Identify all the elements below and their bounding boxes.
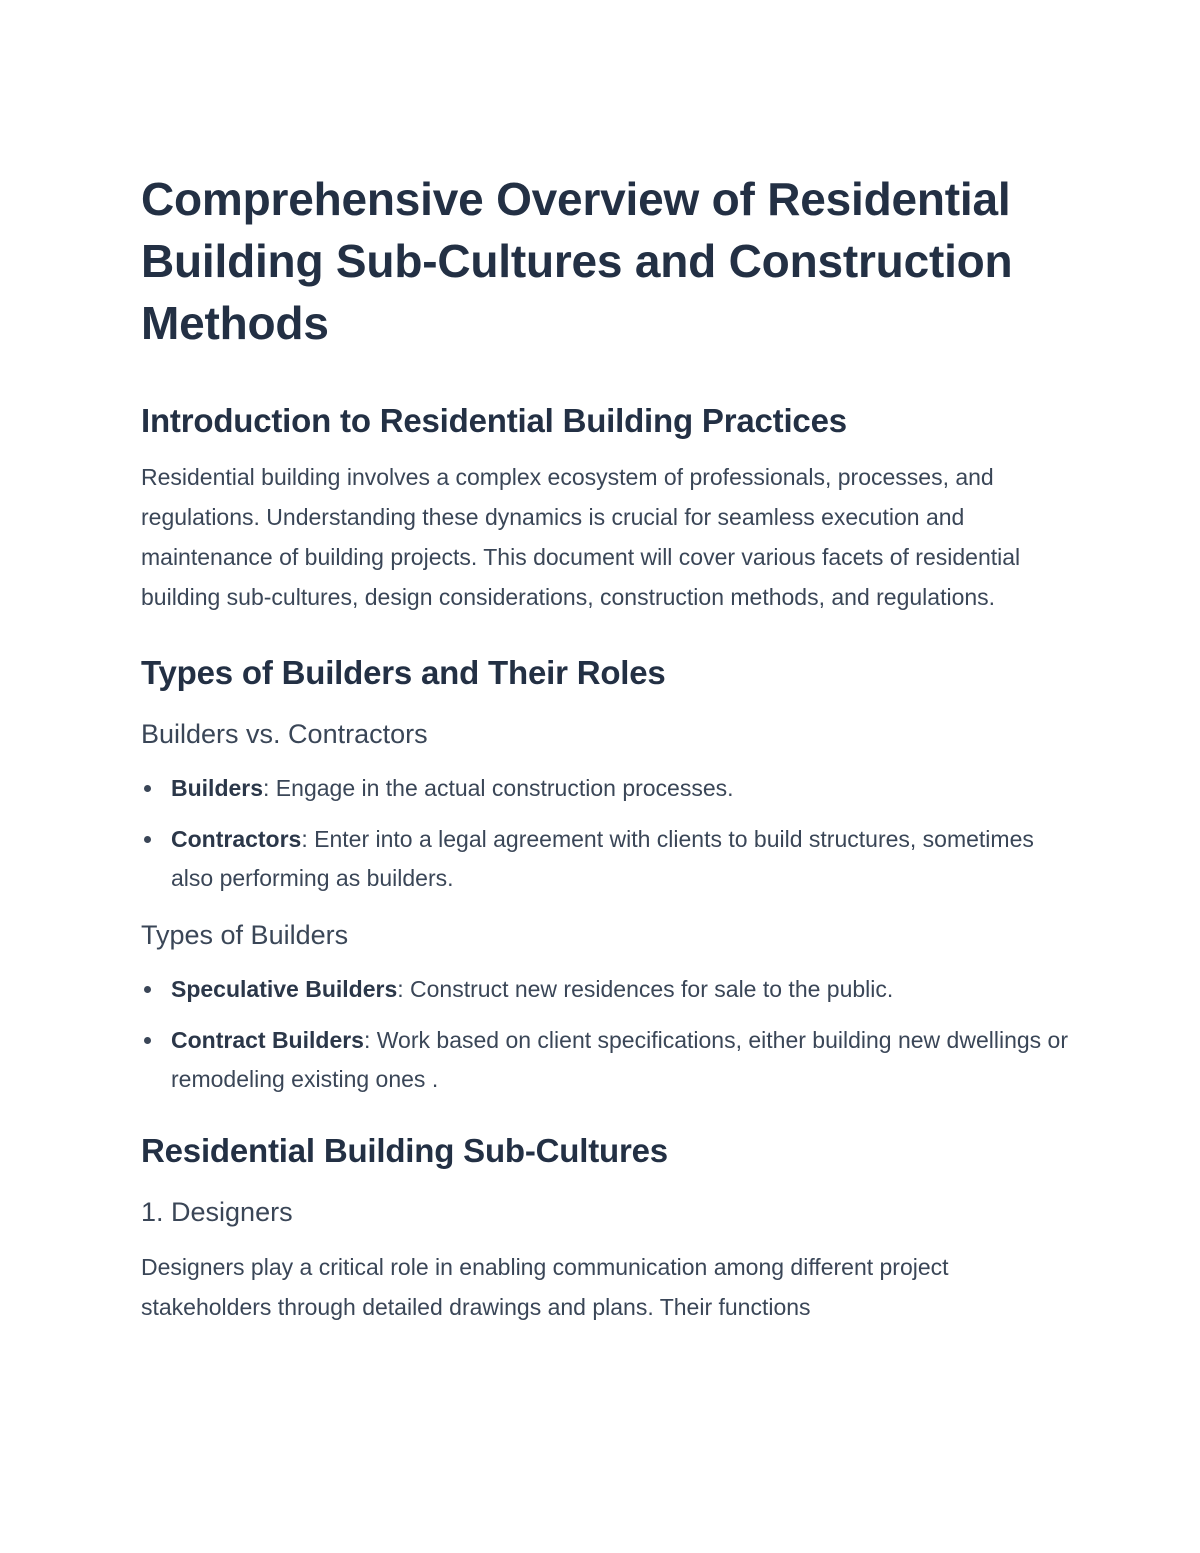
bullet-icon — [144, 785, 151, 792]
list-item-term: Contract Builders — [171, 1027, 364, 1053]
builders-section — [141, 651, 1071, 1099]
designers-paragraph: Designers play a critical role in enabling communication among different project stakeholders through detailed drawings and plans. Their functions — [141, 1254, 949, 1320]
document-title: Comprehensive Overview of Residential Building Sub-Cultures and Construction Methods — [141, 173, 1013, 349]
types-of-builders-list — [141, 970, 1071, 1099]
subcultures-heading: Residential Building Sub-Cultures — [141, 1132, 668, 1169]
types-of-builders-heading: Types of Builders — [141, 920, 349, 950]
builders-vs-contractors-heading: Builders vs. Contractors — [141, 719, 428, 749]
designers-heading: 1. Designers — [141, 1197, 293, 1227]
intro-section — [141, 399, 1071, 617]
list-item — [141, 820, 1071, 898]
document-page — [141, 168, 1071, 1349]
builders-heading: Types of Builders and Their Roles — [141, 654, 666, 691]
list-item-term: Builders — [171, 775, 264, 801]
list-item-text: : Work based on client specifications, either building new dwellings or remodeling existing ones . — [171, 1027, 1068, 1092]
bullet-icon — [144, 836, 151, 843]
list-item-term: Speculative Builders — [171, 976, 398, 1002]
intro-paragraph: Residential building involves a complex ecosystem of professionals, processes, and regulations. Understanding these dynamics is crucial for seamless execution and maintenance of building projects. This document will cover various facets of residential building sub-cultures, design considerations, construction methods, and regulations. — [141, 464, 1021, 610]
list-item-text: : Enter into a legal agreement with clients to build structures, sometimes also performing as builders. — [171, 826, 1034, 891]
intro-heading: Introduction to Residential Building Practices — [141, 402, 847, 439]
subcultures-section — [141, 1129, 1071, 1327]
bullet-icon — [144, 1037, 151, 1044]
bullet-icon — [144, 986, 151, 993]
builders-vs-contractors-list — [141, 769, 1071, 898]
list-item — [141, 769, 1071, 808]
list-item — [141, 970, 1071, 1009]
list-item-text: : Construct new residences for sale to the public. — [397, 976, 894, 1002]
list-item — [141, 1021, 1071, 1099]
list-item-text: : Engage in the actual construction processes. — [263, 775, 734, 801]
list-item-term: Contractors — [171, 826, 302, 852]
